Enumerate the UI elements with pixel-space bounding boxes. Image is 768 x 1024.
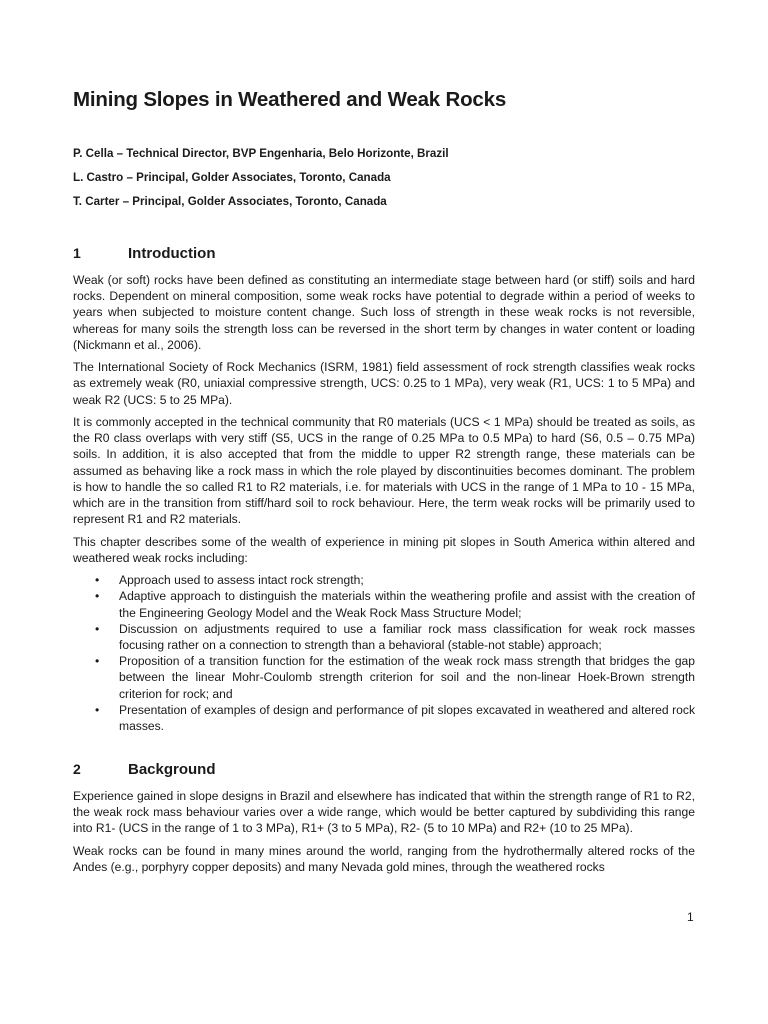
paragraph: Weak rocks can be found in many mines around the world, ranging from the hydrothermally altered rocks of the Andes (e.g., porphyry copper deposits) and many Nevada gold mines, through the weathered rocks — [73, 843, 695, 874]
background-body — [73, 788, 695, 881]
list-item-text: Discussion on adjustments required to use a familiar rock mass classification for weak rock masses focusing rather on a connection to strength than a behavioral (stable-not stable) approach; — [119, 621, 695, 653]
page-number: 1 — [687, 910, 694, 924]
list-item — [73, 653, 695, 702]
bullet-icon: • — [95, 654, 100, 669]
section-title: Introduction — [128, 245, 216, 262]
introduction-body — [73, 272, 695, 740]
list-item-text: Approach used to assess intact rock strength; — [119, 573, 364, 588]
author-line: L. Castro – Principal, Golder Associates, Toronto, Canada — [73, 171, 391, 184]
section-number: 2 — [73, 761, 81, 777]
paragraph: Experience gained in slope designs in Brazil and elsewhere has indicated that within the strength range of R1 to R2, the weak rock mass behaviour varies over a wide range, which would be better captured by subdividing this range into R1- (UCS in the range of 1 to 3 MPa), R1+ (3 to 5 MPa), R2- (5 to 10 MPa) and R2+ (10 to 25 MPa). — [73, 789, 695, 836]
list-item — [73, 621, 695, 653]
bullet-icon: • — [95, 589, 100, 604]
author-line: P. Cella – Technical Director, BVP Engenharia, Belo Horizonte, Brazil — [73, 147, 449, 160]
paragraph: It is commonly accepted in the technical community that R0 materials (UCS < 1 MPa) should be treated as soils, as the R0 class overlaps with very stiff (S5, UCS in the range of 0.25 MPa to 0.5 MPa) to hard (S6, 0.5 – 0.75 MPa) soils. In addition, it is also accepted that from the middle to upper R2 strength range, these materials can be assumed as behaving like a rock mass in which the role played by discontinuities becomes dominant. The problem is how to handle the so called R1 to R2 materials, i.e. for materials with UCS in the range of 1 MPa to 10 - 15 MPa, which are in the transition from stiff/hard soil to rock behaviour. Here, the term weak rocks will be primarily used to represent R1 and R2 materials. — [73, 415, 695, 527]
list-item-text: Presentation of examples of design and performance of pit slopes excavated in weathered and altered rock masses. — [119, 702, 695, 734]
bullet-icon: • — [95, 621, 100, 636]
section-heading-introduction — [73, 245, 695, 262]
list-item-text: Proposition of a transition function for the estimation of the weak rock mass strength that bridges the gap between the linear Mohr-Coulomb strength criterion for soil and the non-linear Hoek-Brown strength criterion for rock; and — [119, 654, 695, 701]
bullet-icon: • — [95, 573, 100, 588]
paper-title: Mining Slopes in Weathered and Weak Rocks — [73, 88, 507, 111]
paragraph: This chapter describes some of the wealth of experience in mining pit slopes in South America within altered and weathered weak rocks including: — [73, 534, 695, 565]
bullet-list — [73, 572, 695, 734]
list-item — [73, 572, 695, 588]
list-item — [73, 588, 695, 620]
list-item-text: Adaptive approach to distinguish the materials within the weathering profile and assist with the creation of the Engineering Geology Model and the Weak Rock Mass Structure Model; — [119, 589, 695, 620]
author-line: T. Carter – Principal, Golder Associates, Toronto, Canada — [73, 195, 387, 208]
bullet-icon: • — [95, 702, 100, 717]
section-heading-background — [73, 761, 695, 778]
section-number: 1 — [73, 245, 81, 261]
list-item — [73, 702, 695, 734]
section-title: Background — [128, 761, 216, 778]
paragraph: The International Society of Rock Mechanics (ISRM, 1981) field assessment of rock strength classifies weak rocks as extremely weak (R0, uniaxial compressive strength, UCS: 0.25 to 1 MPa), very weak (R1, UCS: 1 to 5 MPa) and weak R2 (UCS: 5 to 25 MPa). — [73, 360, 695, 407]
author-list — [73, 142, 695, 214]
paragraph: Weak (or soft) rocks have been defined as constituting an intermediate stage between hard (or stiff) soils and hard rocks. Dependent on mineral composition, some weak rocks have potential to degrade within a period of weeks to years when subjected to moisture content change. Such loss of strength in these weak rocks is not reversible, whereas for many soils the strength loss can be reversed in the short term by changes in water content or loading (Nickmann et al., 2006). — [73, 273, 695, 352]
